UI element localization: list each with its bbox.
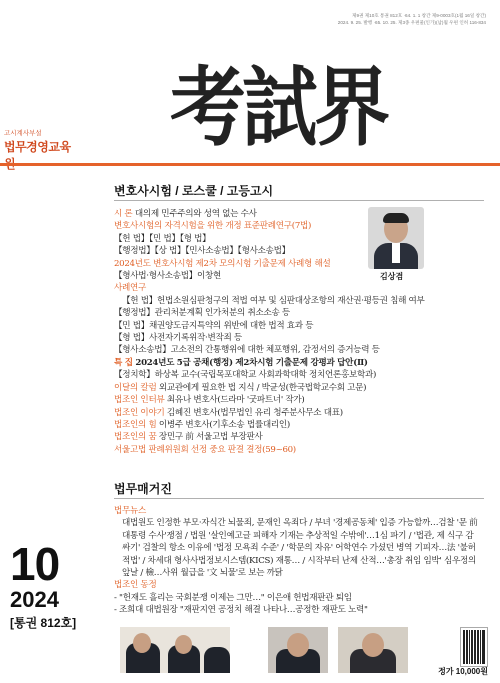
toc-line-text: 【헌 법】【민 법】【형 법】 bbox=[114, 233, 211, 244]
registration-line-2: 2024. 9. 25. 발행 ·65. 10. 25. 제3종 우편물(인가)(납)월 우편 인허 116-834 bbox=[337, 20, 486, 25]
toc-line bbox=[114, 258, 479, 270]
toc-line-text: 【헌 법】헌법소원심판청구의 적법 여부 및 심판대상조항의 재산권·평등권 침해 여부 bbox=[122, 295, 425, 306]
registration-info bbox=[271, 12, 486, 26]
toc-line-text: 이병주 변호사(기후소송 법률대리인) bbox=[156, 419, 290, 430]
toc-line-text: 【형 법】사전자기록위작·변작죄 등 bbox=[114, 333, 242, 344]
issue-volume: [통권 812호] bbox=[10, 616, 77, 630]
toc-line bbox=[114, 357, 479, 369]
toc-line-text: 최유나 변호사(드라마 '굿파트너' 작가) bbox=[164, 395, 305, 406]
toc-line bbox=[114, 282, 479, 294]
toc-line-text: 법조인 동정 bbox=[114, 580, 157, 591]
news-photo-people bbox=[120, 627, 230, 673]
toc-line bbox=[114, 394, 479, 406]
toc-line bbox=[114, 604, 479, 616]
header-divider bbox=[0, 163, 500, 166]
toc-line bbox=[114, 407, 479, 419]
news-photo-official bbox=[268, 627, 328, 673]
toc-line bbox=[114, 444, 479, 456]
toc-line bbox=[114, 295, 479, 307]
price-label: 정가 10,000원 bbox=[438, 667, 488, 676]
news-photo-judge bbox=[338, 627, 408, 673]
toc-line-text: 변호사시험의 자격시험을 위한 개정 표준판례연구(7법) bbox=[114, 221, 312, 232]
toc-line bbox=[114, 233, 479, 245]
section-divider bbox=[114, 200, 484, 201]
toc-line bbox=[114, 431, 479, 443]
cover-photos bbox=[120, 627, 475, 673]
issue-number: 10 bbox=[10, 538, 60, 590]
toc-line-text: 【행정법】【상 법】【민사소송법】【형사소송법】 bbox=[114, 246, 290, 257]
toc-line-text: 사례연구 bbox=[114, 283, 147, 294]
toc-line bbox=[114, 344, 479, 356]
toc-line-text: - 조희대 대법원장 "재판지연 공정치 해결 나타나…공정한 재판도 노력" bbox=[114, 605, 368, 616]
toc-line-text: 【형사소송법】고소전의 간통행위에 대한 체포행위, 감정서의 증거능력 등 bbox=[114, 345, 380, 356]
toc-line-label: 이달의 칼럼 bbox=[114, 382, 157, 393]
toc-line bbox=[114, 505, 479, 517]
toc-line bbox=[114, 382, 479, 394]
magazine-logo: 考試界 bbox=[170, 57, 387, 158]
publisher-badge bbox=[0, 126, 84, 176]
toc-line bbox=[114, 270, 479, 282]
toc-line bbox=[114, 245, 479, 257]
toc-line bbox=[114, 332, 479, 344]
toc-line bbox=[114, 517, 479, 579]
toc-line-text: - "헌재도 흘리는 국회분쟁 이제는 그만…" 이은애 헌법재판관 퇴임 bbox=[114, 592, 352, 603]
toc-line-text: 2024년도 5급 공채(행정) 제2차시험 기출문제 강평과 답안(Ⅱ) bbox=[132, 357, 368, 368]
toc-line-text: 장민구 前 서울고법 부장판사 bbox=[156, 432, 263, 443]
toc-line bbox=[114, 220, 479, 232]
toc-line-text: 외교관에게 필요한 법 지식 / 박균성(한국법학교수회 고문) bbox=[156, 382, 367, 393]
toc-line-text: 【정치학】하상복 교수(국립목포대학교 사회과학대학 정치언론홍보학과) bbox=[114, 370, 377, 381]
toc-line-text: 대법원도 인정한 부모·자식간 뇌물죄, 문재인 옥죄다 / 부녀 '경제공동체' 입증 가능할까…검찰 '문 前대통령 수사'쟁점 / 법원 '살인예고글 피해자 기재는 추상적일 수밖에'…1심 파기 / '법관, 제 식구 감싸기' 검찰의 항소 이유에 '법정 모욕죄 수준' / '학문의 자유' 어학연수 가셨던 병역 기피자…法 '불허적법' / 차세대 형사사법정보시스템(KICS) 재통… / 시작부터 난제 산적…'총장 취임 임박' 심우정의 앞날 / 檢…사위 월급을 '文 뇌물'로 보는 까닭 bbox=[122, 518, 478, 579]
section-heading-exam: 변호사시험 / 로스쿨 / 고등고시 bbox=[114, 184, 274, 198]
toc-line-text: 서울고법 판례위원회 선정 중요 판결 결정(59~60) bbox=[114, 444, 296, 455]
toc-line-label: 법조인 인터뷰 bbox=[114, 395, 165, 406]
publisher-name: 법무경영교육 bbox=[4, 140, 71, 154]
table-of-contents-exam bbox=[114, 208, 479, 456]
registration-line-1: 제9권 제10호 통권 812호 ·64. 1. 1 창간 제9-0003호(1월 16일 창간) bbox=[352, 13, 486, 18]
section-heading-magazine: 법무매거진 bbox=[114, 482, 172, 496]
toc-line bbox=[114, 208, 479, 220]
toc-line bbox=[114, 419, 479, 431]
barcode bbox=[460, 627, 488, 667]
toc-line-text: 대의제 민주주의와 성역 없는 수사 bbox=[132, 209, 257, 219]
toc-line-label: 법조인의 힘 bbox=[114, 419, 157, 430]
table-of-contents-magazine bbox=[114, 505, 479, 617]
issue-year: 2024 bbox=[10, 587, 59, 612]
editor-name: 김상겸 bbox=[380, 271, 404, 281]
toc-line bbox=[114, 579, 479, 591]
toc-line-label: 특 집 bbox=[114, 357, 133, 368]
toc-line-text: 【행정법】관리처분계획 인가처분의 취소소송 등 bbox=[114, 308, 290, 319]
toc-line-label: 시 론 bbox=[114, 209, 133, 219]
toc-line-label: 법조인의 꿈 bbox=[114, 432, 157, 443]
toc-line bbox=[114, 320, 479, 332]
toc-line bbox=[114, 307, 479, 319]
toc-line-text: 【민 법】채권양도금지특약의 위반에 대한 법적 효과 등 bbox=[114, 320, 314, 331]
toc-line-text: 2024년도 변호사시험 제2차 모의시험 기출문제 사례형 해설 bbox=[114, 258, 331, 269]
section-divider bbox=[114, 498, 484, 499]
toc-line-text: 【형사법·형사소송법】이창현 bbox=[114, 271, 222, 282]
toc-line bbox=[114, 369, 479, 381]
toc-line-text: 법무뉴스 bbox=[114, 506, 147, 516]
toc-line-text: 김혜진 변호사(법무법인 유리 청주분사무소 대표) bbox=[164, 407, 343, 418]
publisher-subtitle: 고시계사부설 bbox=[4, 130, 42, 137]
toc-line-label: 법조인 이야기 bbox=[114, 407, 165, 418]
toc-line bbox=[114, 592, 479, 604]
